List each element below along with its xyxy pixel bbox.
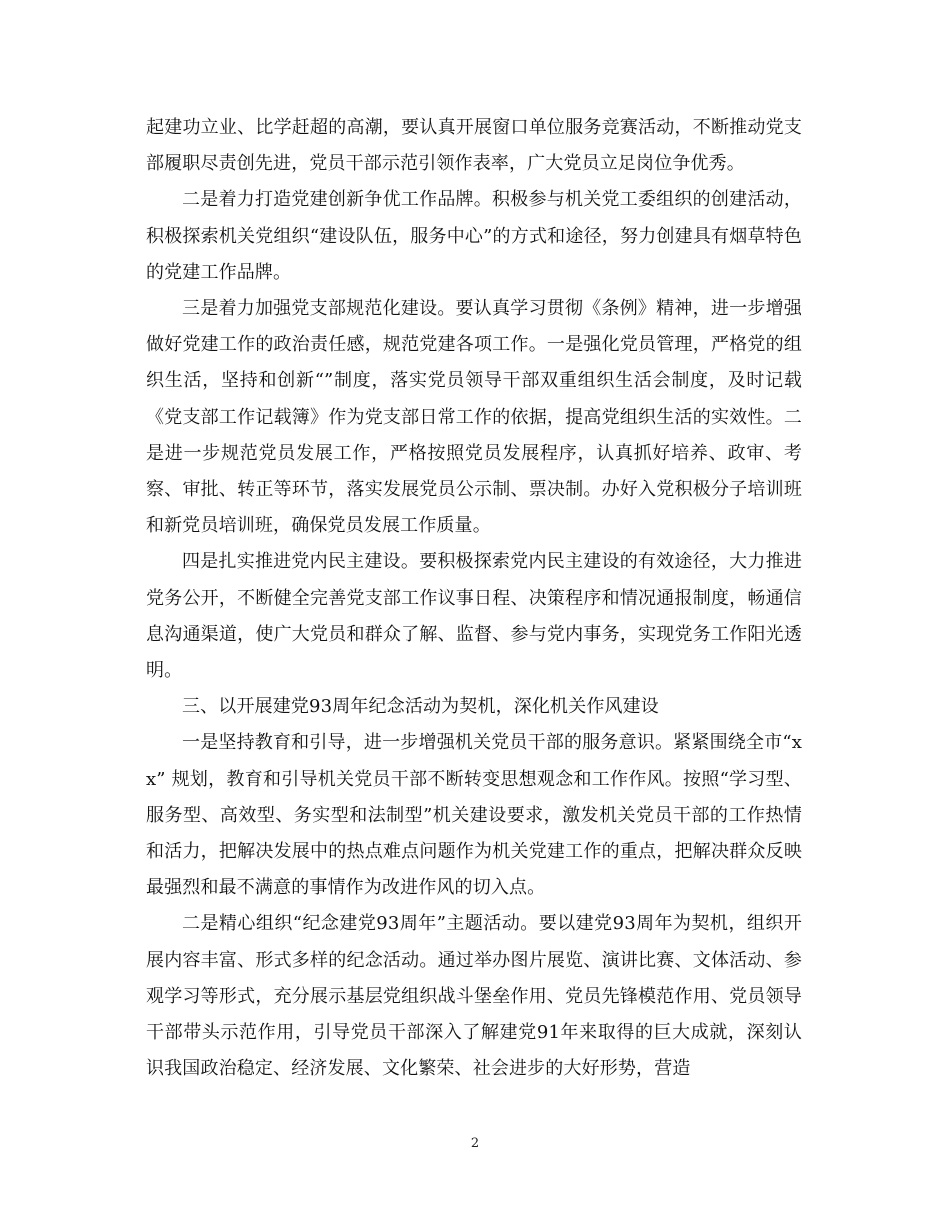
paragraph-education-guidance: 一是坚持教育和引导，进一步增强机关党员干部的服务意识。紧紧围绕全市“xx” 规划，教育和引导机关党员干部不断转变思想观念和工作作风。按照“学习型、服务型、高效型、务实型和法制型”机关建设要求，激发机关党员干部的工作热情和活力，把解决发展中的热点难点问题作为机关党建工作的重点，把解决群众反映最强烈和最不满意的事情作为改进作风的切入点。 xyxy=(146,732,802,899)
paragraph-branch-standardization: 三是着力加强党支部规范化建设。要认真学习贯彻《条例》精神，进一步增强做好党建工作的政治责任感，规范党建各项工作。一是强化党员管理，严格党的组织生活，坚持和创新“”制度，落实党员领导干部双重组织生活会制度，及时记载《党支部工作记载簿》作为党支部日常工作的依据，提高党组织生活的实效性。二是进一步规范党员发展工作，严格按照党员发展程序，认真抓好培养、政审、考察、审批、转正等环节，落实发展党员公示制、票决制。办好入党积极分子培训班和新党员培训班，确保党员发展工作质量。 xyxy=(146,298,802,537)
document-body xyxy=(146,110,802,1087)
section-heading-93rd-anniversary: 三、以开展建党93周年纪念活动为契机，深化机关作风建设 xyxy=(182,696,659,718)
paragraph-continuation: 起建功立业、比学赶超的高潮，要认真开展窗口单位服务竞赛活动，不断推动党支部履职尽责创先进，党员干部示范引领作表率，广大党员立足岗位争优秀。 xyxy=(146,117,802,175)
paragraph-inner-party-democracy: 四是扎实推进党内民主建设。要积极探索党内民主建设的有效途径，大力推进党务公开，不断健全完善党支部工作议事日程、决策程序和情况通报制度，畅通信息沟通渠道，使广大党员和群众了解、监督、参与党内事务，实现党务工作阳光透明。 xyxy=(146,551,802,682)
paragraph-party-brand: 二是着力打造党建创新争优工作品牌。积极参与机关党工委组织的创建活动，积极探索机关党组织“建设队伍，服务中心”的方式和途径，努力创建具有烟草特色的党建工作品牌。 xyxy=(146,189,802,283)
page-number: 2 xyxy=(470,1136,480,1151)
paragraph-anniversary-activities: 二是精心组织“纪念建党93周年”主题活动。要以建党93周年为契机，组织开展内容丰富、形式多样的纪念活动。通过举办图片展览、演讲比赛、文体活动、参观学习等形式，充分展示基层党组织战斗堡垒作用、党员先锋模范作用、党员领导干部带头示范作用，引导党员干部深入了解建党91年来取得的巨大成就，深刻认识我国政治稳定、经济发展、文化繁荣、社会进步的大好形势，营造 xyxy=(146,913,802,1080)
